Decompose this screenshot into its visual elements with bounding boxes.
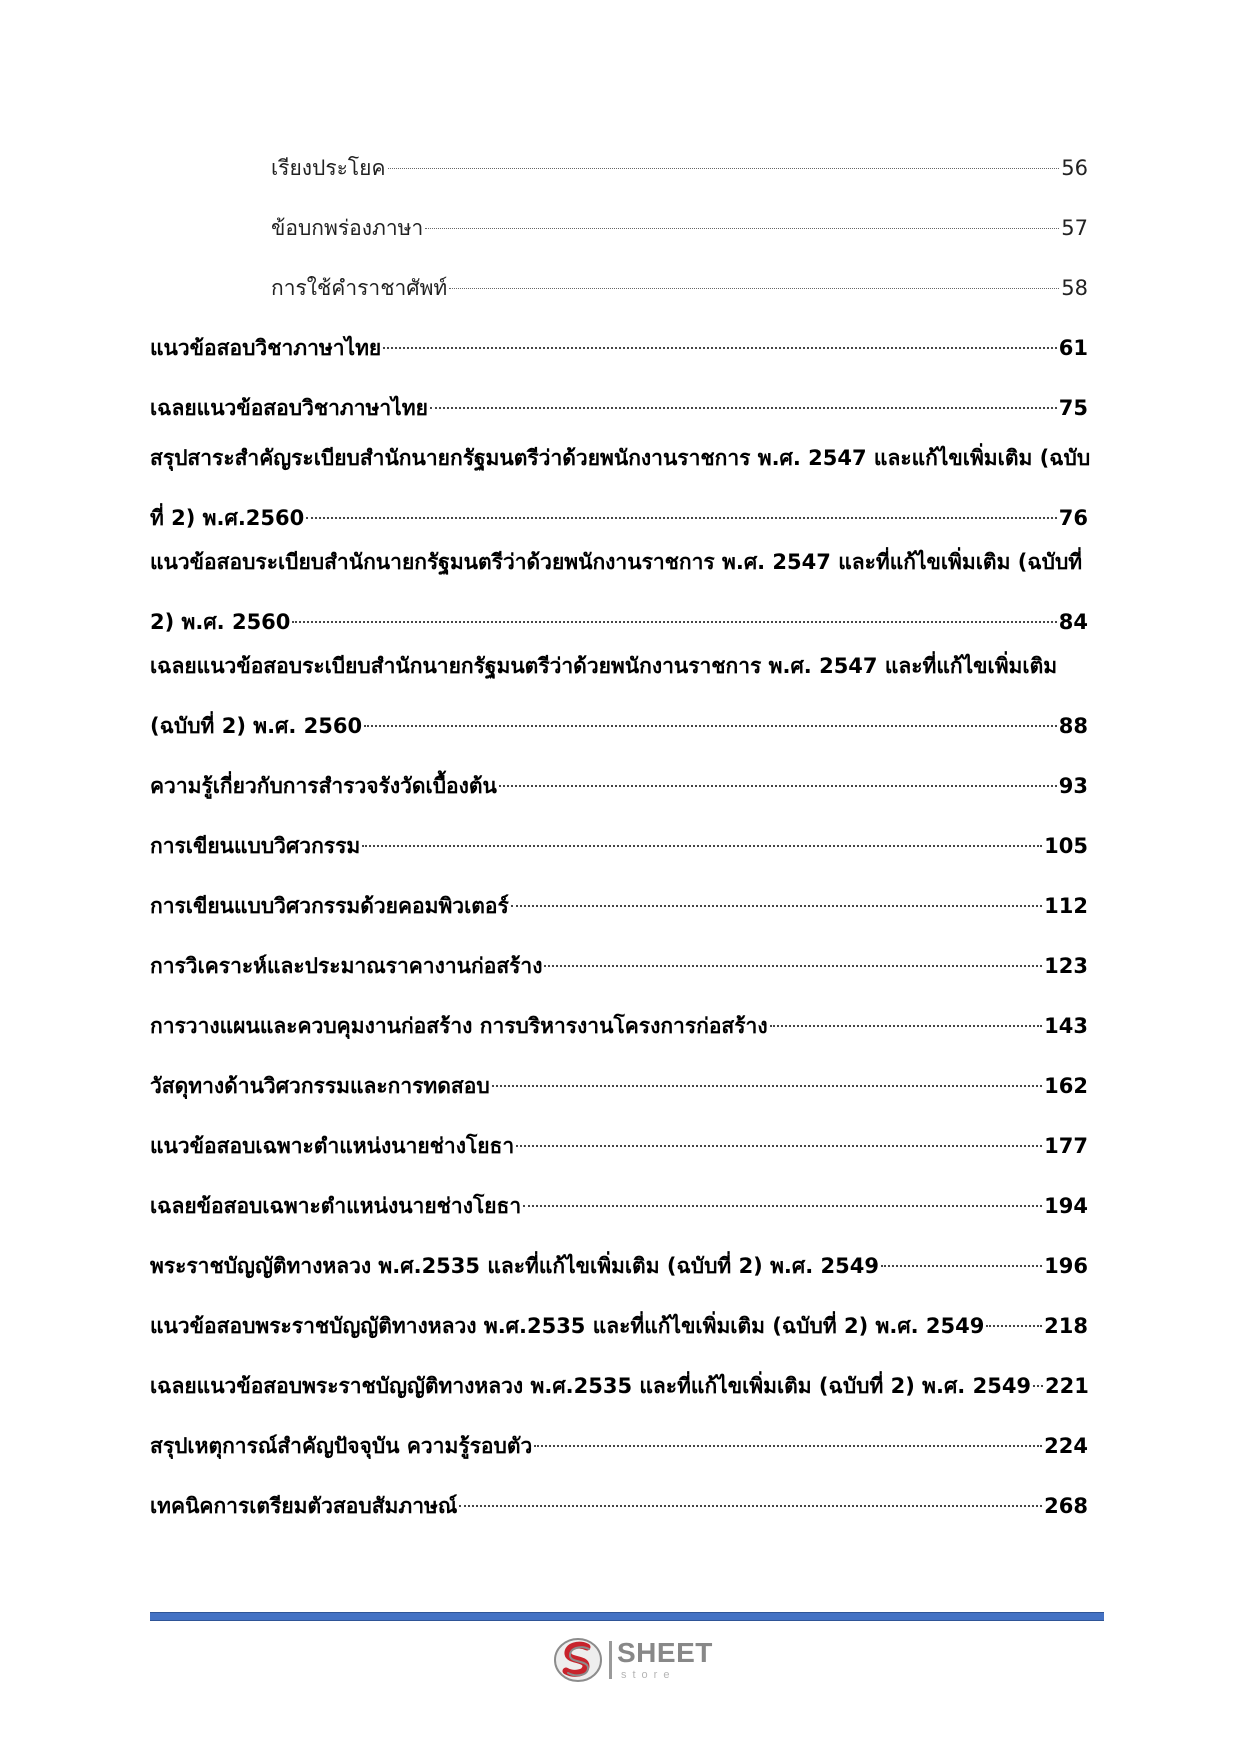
toc-entry[interactable] — [150, 1491, 1088, 1521]
toc-page-number: 75 — [1058, 396, 1088, 420]
logo-wordmark: SHEET — [617, 1637, 713, 1668]
toc-page-number: 162 — [1044, 1074, 1088, 1098]
dot-leader — [1033, 1385, 1043, 1387]
dot-leader — [362, 845, 1042, 847]
toc-page-number: 112 — [1044, 894, 1088, 918]
toc-entry[interactable] — [271, 153, 1088, 183]
toc-entry-title: เฉลยแนวข้อสอบระเบียบสำนักนายกรัฐมนตรีว่าด้วยพนักงานราชการ พ.ศ. 2547 และที่แก้ไขเพิ่มเติม — [150, 654, 1058, 678]
toc-entry[interactable] — [150, 831, 1088, 861]
toc-page-number: 177 — [1044, 1134, 1088, 1158]
toc-entry-title: สรุปสาระสำคัญระเบียบสำนักนายกรัฐมนตรีว่าด้วยพนักงานราชการ พ.ศ. 2547 และแก้ไขเพิ่มเติม (ฉบับ — [150, 446, 1091, 470]
toc-entry-title: การวางแผนและควบคุมงานก่อสร้าง การบริหารงานโครงการก่อสร้าง — [150, 1014, 768, 1038]
toc-page-number: 76 — [1058, 506, 1088, 530]
toc-entry[interactable] — [150, 550, 1088, 637]
toc-entry-title: สรุปเหตุการณ์สำคัญปัจจุบัน ความรู้รอบตัว — [150, 1434, 533, 1458]
toc-entry-title: เทคนิคการเตรียมตัวสอบสัมภาษณ์ — [150, 1494, 458, 1518]
footer-divider — [150, 1612, 1104, 1621]
toc-entry[interactable] — [150, 333, 1088, 363]
dot-leader — [425, 228, 1059, 229]
toc-entry[interactable] — [150, 1071, 1088, 1101]
toc-entry-title: แนวข้อสอบเฉพาะตำแหน่งนายช่างโยธา — [150, 1134, 515, 1158]
toc-page-number: 196 — [1044, 1254, 1088, 1278]
toc-entry-title: ความรู้เกี่ยวกับการสำรวจรังวัดเบื้องต้น — [150, 774, 497, 798]
dot-leader — [364, 725, 1057, 727]
sheet-store-logo — [553, 1633, 723, 1688]
toc-entry-title: การใช้คำราชาศัพท์ — [271, 276, 448, 300]
toc-entry-title: เฉลยข้อสอบเฉพาะตำแหน่งนายช่างโยธา — [150, 1194, 522, 1218]
toc-entry[interactable] — [271, 273, 1088, 303]
toc-page-number: 57 — [1061, 216, 1088, 240]
toc-page-number: 268 — [1044, 1494, 1088, 1518]
dot-leader — [881, 1265, 1042, 1267]
toc-page-number: 194 — [1044, 1194, 1088, 1218]
toc-entry-title: แนวข้อสอบระเบียบสำนักนายกรัฐมนตรีว่าด้วยพนักงานราชการ พ.ศ. 2547 และที่แก้ไขเพิ่มเติม (ฉบับที่ — [150, 550, 1083, 574]
toc-entry[interactable] — [271, 213, 1088, 243]
dot-leader — [388, 168, 1060, 169]
toc-entry[interactable] — [150, 446, 1091, 533]
dot-leader — [383, 347, 1057, 349]
toc-entry[interactable] — [150, 891, 1088, 921]
dot-leader — [986, 1325, 1042, 1327]
dot-leader — [499, 785, 1057, 787]
toc-entry-title: การวิเคราะห์และประมาณราคางานก่อสร้าง — [150, 954, 543, 978]
toc-entry-title: เรียงประโยค — [271, 156, 386, 180]
dot-leader — [306, 517, 1057, 519]
toc-page-number: 58 — [1061, 276, 1088, 300]
dot-leader — [459, 1505, 1042, 1507]
dot-leader — [544, 965, 1042, 967]
toc-entry-title: การเขียนแบบวิศวกรรม — [150, 834, 361, 858]
toc-page-number: 224 — [1044, 1434, 1088, 1458]
toc-entry[interactable] — [150, 1191, 1088, 1221]
toc-entry[interactable] — [150, 771, 1088, 801]
dot-leader — [770, 1025, 1043, 1027]
toc-page-number: 93 — [1058, 774, 1088, 798]
toc-entry[interactable] — [150, 951, 1088, 981]
dot-leader — [292, 621, 1056, 623]
toc-page-number: 123 — [1044, 954, 1088, 978]
toc-entry-title: เฉลยแนวข้อสอบวิชาภาษาไทย — [150, 396, 428, 420]
dot-leader — [492, 1085, 1042, 1087]
toc-entry[interactable] — [150, 1311, 1088, 1341]
toc-entry[interactable] — [150, 1431, 1088, 1461]
toc-entry-title: ข้อบกพร่องภาษา — [271, 216, 424, 240]
dot-leader — [430, 407, 1057, 409]
toc-page-number: 218 — [1044, 1314, 1088, 1338]
dot-leader — [449, 288, 1059, 289]
toc-entry-title-continued: ที่ 2) พ.ศ.2560 — [150, 506, 305, 530]
toc-entry-title: วัสดุทางด้านวิศวกรรมและการทดสอบ — [150, 1074, 490, 1098]
toc-page-number: 56 — [1061, 156, 1088, 180]
toc-entry[interactable] — [150, 1131, 1088, 1161]
toc-page-number: 143 — [1044, 1014, 1088, 1038]
toc-entry-title: แนวข้อสอบพระราชบัญญัติทางหลวง พ.ศ.2535 และที่แก้ไขเพิ่มเติม (ฉบับที่ 2) พ.ศ. 2549 — [150, 1314, 985, 1338]
logo-separator — [609, 1641, 612, 1679]
toc-page-number: 105 — [1044, 834, 1088, 858]
dot-leader — [516, 1145, 1042, 1147]
logo-subtext: store — [621, 1669, 676, 1681]
toc-entry[interactable] — [150, 654, 1088, 741]
toc-entry-title: พระราชบัญญัติทางหลวง พ.ศ.2535 และที่แก้ไขเพิ่มเติม (ฉบับที่ 2) พ.ศ. 2549 — [150, 1254, 879, 1278]
toc-entry[interactable] — [150, 1371, 1088, 1401]
toc-page-number: 61 — [1058, 336, 1088, 360]
dot-leader — [511, 905, 1042, 907]
toc-page-number: 221 — [1045, 1374, 1089, 1398]
toc-entry-title: การเขียนแบบวิศวกรรมด้วยคอมพิวเตอร์ — [150, 894, 509, 918]
toc-page-number: 88 — [1058, 714, 1088, 738]
dot-leader — [523, 1205, 1042, 1207]
toc-entry-title-continued: 2) พ.ศ. 2560 — [150, 610, 291, 634]
toc-entry[interactable] — [150, 1251, 1088, 1281]
toc-entry-title-continued: (ฉบับที่ 2) พ.ศ. 2560 — [150, 714, 363, 738]
toc-entry-title: เฉลยแนวข้อสอบพระราชบัญญัติทางหลวง พ.ศ.2535 และที่แก้ไขเพิ่มเติม (ฉบับที่ 2) พ.ศ. 2549 — [150, 1374, 1032, 1398]
sheet-store-logo-icon — [553, 1637, 603, 1683]
toc-entry-title: แนวข้อสอบวิชาภาษาไทย — [150, 336, 382, 360]
toc-entry[interactable] — [150, 1011, 1088, 1041]
toc-entry[interactable] — [150, 393, 1088, 423]
dot-leader — [534, 1445, 1042, 1447]
toc-page-number: 84 — [1058, 610, 1088, 634]
